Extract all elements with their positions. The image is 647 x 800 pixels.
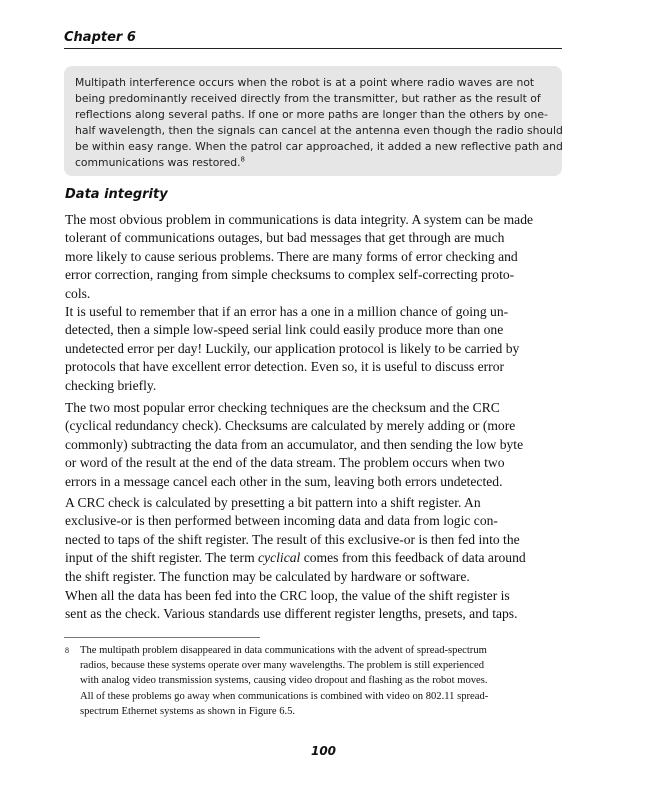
paragraph-line: nected to taps of the shift register. The result of this exclusive-or is then fed into the [65, 531, 520, 547]
page-number: 100 [310, 744, 337, 758]
paragraph [65, 494, 562, 586]
chapter-header: Chapter 6 [64, 30, 136, 45]
paragraph-line: more likely to cause serious problems. There are many forms of error checking and [65, 248, 518, 264]
paragraph [65, 399, 562, 491]
callout-line: communications was restored. [75, 156, 241, 169]
footnote [65, 643, 562, 719]
paragraph-line: or word of the result at the end of the data stream. The problem occurs when two [65, 455, 505, 471]
footnote-line: All of these problems go away when communications is combined with video on 802.11 spread- [80, 690, 489, 702]
footnote-rule [64, 637, 260, 638]
paragraph-line: It is useful to remember that if an error has a one in a million chance of going un- [65, 304, 509, 319]
paragraph-line: sent as the check. Various standards use different register lengths, presets, and taps. [65, 606, 518, 622]
paragraph-line: undetected error per day! Luckily, our application protocol is likely to be carried by [65, 340, 520, 356]
paragraph [65, 303, 562, 395]
paragraph-line: the shift register. The function may be calculated by hardware or software. [65, 568, 470, 584]
paragraph-line: cols. [65, 285, 91, 301]
callout-line: Multipath interference occurs when the robot is at a point where radio waves are not [75, 76, 535, 89]
paragraph-text: comes from this feedback of data around [300, 550, 526, 566]
paragraph-line-with-italic [65, 549, 562, 567]
paragraph [65, 211, 562, 303]
paragraph-line: When all the data has been fed into the CRC loop, the value of the shift register is [65, 588, 510, 603]
paragraph-line: commonly) subtracting the data from an accumulator, and then sending the low byte [65, 436, 524, 452]
paragraph-line: error correction, ranging from simple checksums to complex self-correcting proto- [65, 267, 515, 283]
section-heading: Data integrity [65, 187, 168, 202]
paragraph-line: checking briefly. [65, 377, 157, 393]
footnote-line: radios, because these systems operate over many wavelengths. The problem is still experienced [80, 660, 485, 672]
callout-text [75, 75, 563, 171]
paragraph-line: exclusive-or is then performed between incoming data and data from logic con- [65, 513, 498, 529]
paragraph-line: A CRC check is calculated by presetting a bit pattern into a shift register. An [65, 495, 481, 510]
callout-line-last [75, 155, 557, 171]
paragraph [65, 587, 562, 624]
paragraph-text: input of the shift register. The term [65, 550, 259, 566]
italic-term: cyclical [258, 550, 301, 566]
footnote-number: 8 [65, 646, 69, 655]
paragraph-line: The most obvious problem in communications is data integrity. A system can be made [65, 212, 534, 227]
header-rule [64, 48, 562, 49]
paragraph-line: The two most popular error checking techniques are the checksum and the CRC [65, 400, 500, 415]
callout-line: being predominantly received directly from the transmitter, but rather as the result of [75, 92, 541, 105]
callout-line: reflections along several paths. If one or more paths are longer than the others by one- [75, 108, 548, 121]
callout-line: be within easy range. When the patrol car approached, it added a new reflective path and [75, 140, 563, 153]
callout-line: half wavelength, then the signals can cancel at the antenna even though the radio should [75, 124, 563, 137]
footnote-line: spectrum Ethernet systems as shown in Figure 6.5. [80, 705, 296, 717]
footnote-line: The multipath problem disappeared in data communications with the advent of spread-spectrum [80, 645, 487, 656]
paragraph-line: (cyclical redundancy check). Checksums are calculated by merely adding or (more [65, 418, 516, 434]
paragraph-line: tolerant of communications outages, but bad messages that get through are much [65, 230, 505, 246]
footnote-line: with analog video transmission systems, causing video dropout and flashing as the robot moves. [80, 675, 488, 687]
paragraph-line: detected, then a simple low-speed serial link could easily produce more than one [65, 322, 504, 338]
footnote-reference: 8 [240, 155, 245, 164]
paragraph-line: protocols that have excellent error detection. Even so, it is useful to discuss error [65, 359, 505, 375]
paragraph-line: errors in a message cancel each other in the sum, leaving both errors undetected. [65, 473, 503, 489]
